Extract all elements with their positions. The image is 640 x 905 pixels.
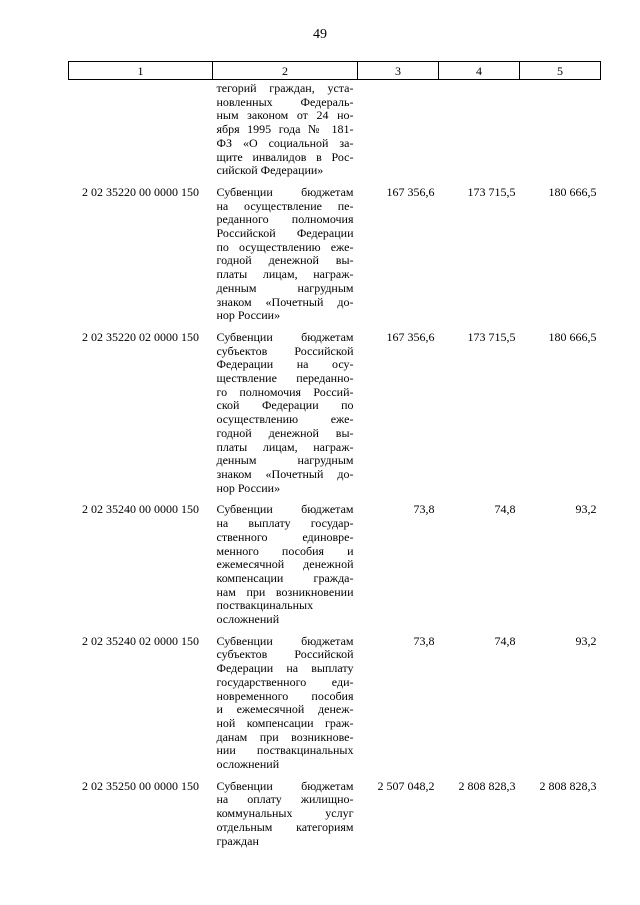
amount-year-1: 167 356,6 <box>386 184 435 199</box>
amount-year-1: 167 356,6 <box>386 329 435 344</box>
description-line: платы лицам, награж- <box>216 439 354 454</box>
column-header-4: 4 <box>439 62 520 80</box>
description-line: ежемесячной денежной <box>216 557 354 572</box>
description-line: тегорий граждан, уста- <box>216 81 354 95</box>
table-row <box>69 774 601 851</box>
description-line: осложнений <box>216 757 280 772</box>
column-header-2: 2 <box>213 62 358 80</box>
description-line: Субвенции бюджетам <box>216 778 354 793</box>
budget-code: 2 02 35220 00 0000 150 <box>82 184 199 199</box>
table-row <box>69 180 601 325</box>
amount-year-3: 93,2 <box>575 502 597 517</box>
amount-year-2: 173 715,5 <box>467 329 516 344</box>
income-description <box>213 180 358 325</box>
budget-code: 2 02 35240 00 0000 150 <box>82 502 199 517</box>
description-line: Федерации на осу- <box>216 357 354 372</box>
description-line: Субвенции бюджетам <box>216 329 354 344</box>
amount-year-1 <box>358 80 439 180</box>
description-line: сийской Федерации» <box>216 163 324 178</box>
amount-year-1: 2 507 048,2 <box>377 778 435 793</box>
description-line: годной денежной вы- <box>216 425 354 440</box>
amount-year-2: 74,8 <box>494 502 516 517</box>
description-line: знаком «Почетный до- <box>216 466 354 481</box>
description-line: Субвенции бюджетам <box>216 633 354 648</box>
description-line: данам при возникнове- <box>216 729 354 744</box>
budget-code: 2 02 35240 02 0000 150 <box>82 633 199 648</box>
table-row <box>69 80 601 180</box>
description-line: платы лицам, награж- <box>216 267 354 282</box>
table-body <box>69 80 601 851</box>
amount-year-3 <box>520 80 601 180</box>
description-line: годной денежной вы- <box>216 253 354 268</box>
description-line: на выплату государ- <box>216 516 354 531</box>
amount-year-1: 73,8 <box>413 633 435 648</box>
budget-code <box>69 80 213 180</box>
description-line: Субвенции бюджетам <box>216 502 354 517</box>
description-line: новленных Федераль- <box>216 94 354 109</box>
description-line: осуществлению еже- <box>216 412 354 427</box>
description-line: нам при возникновении <box>216 584 354 599</box>
description-line: нор России» <box>216 480 281 495</box>
description-line: нии поствакцинальных <box>216 743 354 758</box>
amount-year-3: 93,2 <box>575 633 597 648</box>
description-line: граждан <box>216 833 259 848</box>
amount-year-3: 180 666,5 <box>548 184 597 199</box>
description-line: на осуществление пе- <box>216 198 354 213</box>
description-line: осложнений <box>216 612 280 627</box>
description-line: денным нагрудным <box>216 453 354 468</box>
description-line: Субвенции бюджетам <box>216 184 354 199</box>
amount-year-3: 2 808 828,3 <box>539 778 597 793</box>
amount-year-2: 74,8 <box>494 633 516 648</box>
income-description <box>213 629 358 774</box>
table-header-row <box>69 62 601 80</box>
description-line: ной компенсации граж- <box>216 715 354 730</box>
description-line: ществление переданно- <box>216 371 354 386</box>
description-line: коммунальных услуг <box>216 806 354 821</box>
amount-year-1: 73,8 <box>413 502 435 517</box>
income-description <box>213 325 358 497</box>
description-line: нор России» <box>216 308 281 323</box>
description-line: ФЗ «О социальной за- <box>216 135 354 150</box>
table-row <box>69 629 601 774</box>
description-line: государственного еди- <box>216 674 354 689</box>
table-row <box>69 497 601 628</box>
description-line: компенсации гражда- <box>216 570 354 585</box>
description-line: субъектов Российской <box>216 647 354 662</box>
description-line: щите инвалидов в Рос- <box>216 149 354 164</box>
description-line: ственного единовре- <box>216 529 354 544</box>
budget-code: 2 02 35220 02 0000 150 <box>82 329 199 344</box>
column-header-3: 3 <box>358 62 439 80</box>
budget-table <box>68 61 601 850</box>
amount-year-2: 173 715,5 <box>467 184 516 199</box>
description-line: ября 1995 года № 181- <box>216 122 354 137</box>
budget-code: 2 02 35250 00 0000 150 <box>82 778 199 793</box>
description-line: го полномочия Россий- <box>216 384 354 399</box>
description-line: на оплату жилищно- <box>216 792 354 807</box>
description-line: и ежемесячной денеж- <box>216 702 354 717</box>
column-header-5: 5 <box>520 62 601 80</box>
income-description <box>213 774 358 851</box>
description-line: ным законом от 24 но- <box>216 108 354 123</box>
description-line: реданного полномочия <box>216 212 354 227</box>
income-description <box>213 80 358 180</box>
description-line: по осуществлению еже- <box>216 239 354 254</box>
description-line: менного пособия и <box>216 543 354 558</box>
description-line: Российской Федерации <box>216 226 354 241</box>
amount-year-2: 2 808 828,3 <box>458 778 516 793</box>
description-line: ской Федерации по <box>216 398 354 413</box>
amount-year-2 <box>439 80 520 180</box>
description-line: знаком «Почетный до- <box>216 294 354 309</box>
page-number: 49 <box>313 27 327 42</box>
description-line: субъектов Российской <box>216 343 354 358</box>
description-line: Федерации на выплату <box>216 661 354 676</box>
income-description <box>213 497 358 628</box>
table-row <box>69 325 601 497</box>
column-header-1: 1 <box>69 62 213 80</box>
description-line: отдельным категориям <box>216 819 354 834</box>
description-line: поствакцинальных <box>216 598 314 613</box>
description-line: денным нагрудным <box>216 280 354 295</box>
description-line: новременного пособия <box>216 688 354 703</box>
amount-year-3: 180 666,5 <box>548 329 597 344</box>
